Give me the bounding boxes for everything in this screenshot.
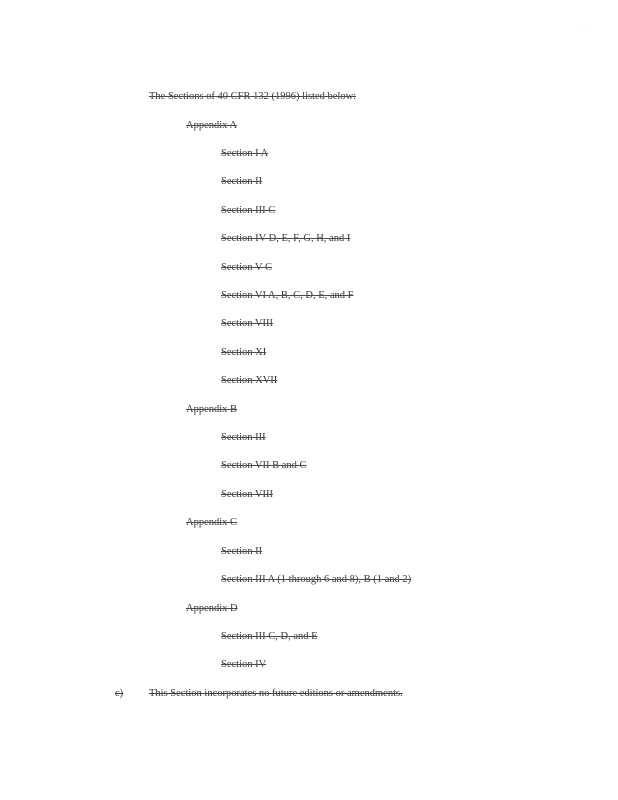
appendix-a-section: Section III C [221, 205, 276, 216]
appendix-d-section: Section IV [221, 659, 267, 670]
appendix-a-section: Section II [221, 176, 263, 187]
appendix-c-section: Section III A (1 through 6 and 8), B (1 and 2) [221, 574, 412, 585]
appendix-a-section: Section XI [221, 347, 267, 358]
appendix-d-section: Section III C, D, and E [221, 631, 318, 642]
appendix-b-section: Section III [221, 432, 266, 443]
appendix-b-section: Section VIII [221, 489, 274, 500]
appendix-a-section: Section IV D, E, F, G, H, and I [221, 233, 351, 244]
appendix-a-section: Section V C [221, 262, 272, 273]
page-marker: · · · · · [568, 24, 602, 30]
intro-text: The Sections of 40 CFR 132 (1996) listed below: [149, 91, 357, 102]
appendix-a-section: Section XVII [221, 375, 278, 386]
item-c-label: c) [115, 688, 124, 699]
appendix-a-title: Appendix A [186, 120, 238, 131]
item-c-text: This Section incorporates no future editions or amendments. [149, 688, 403, 699]
appendix-b-section: Section VII B and C [221, 460, 307, 471]
appendix-c-title: Appendix C [186, 517, 238, 528]
appendix-c-section: Section II [221, 546, 263, 557]
appendix-a-section: Section VIII [221, 318, 274, 329]
appendix-d-title: Appendix D [186, 603, 238, 614]
appendix-a-section: Section I A [221, 148, 269, 159]
appendix-b-title: Appendix B [186, 404, 238, 415]
appendix-a-section: Section VI A, B, C, D, E, and F [221, 290, 354, 301]
